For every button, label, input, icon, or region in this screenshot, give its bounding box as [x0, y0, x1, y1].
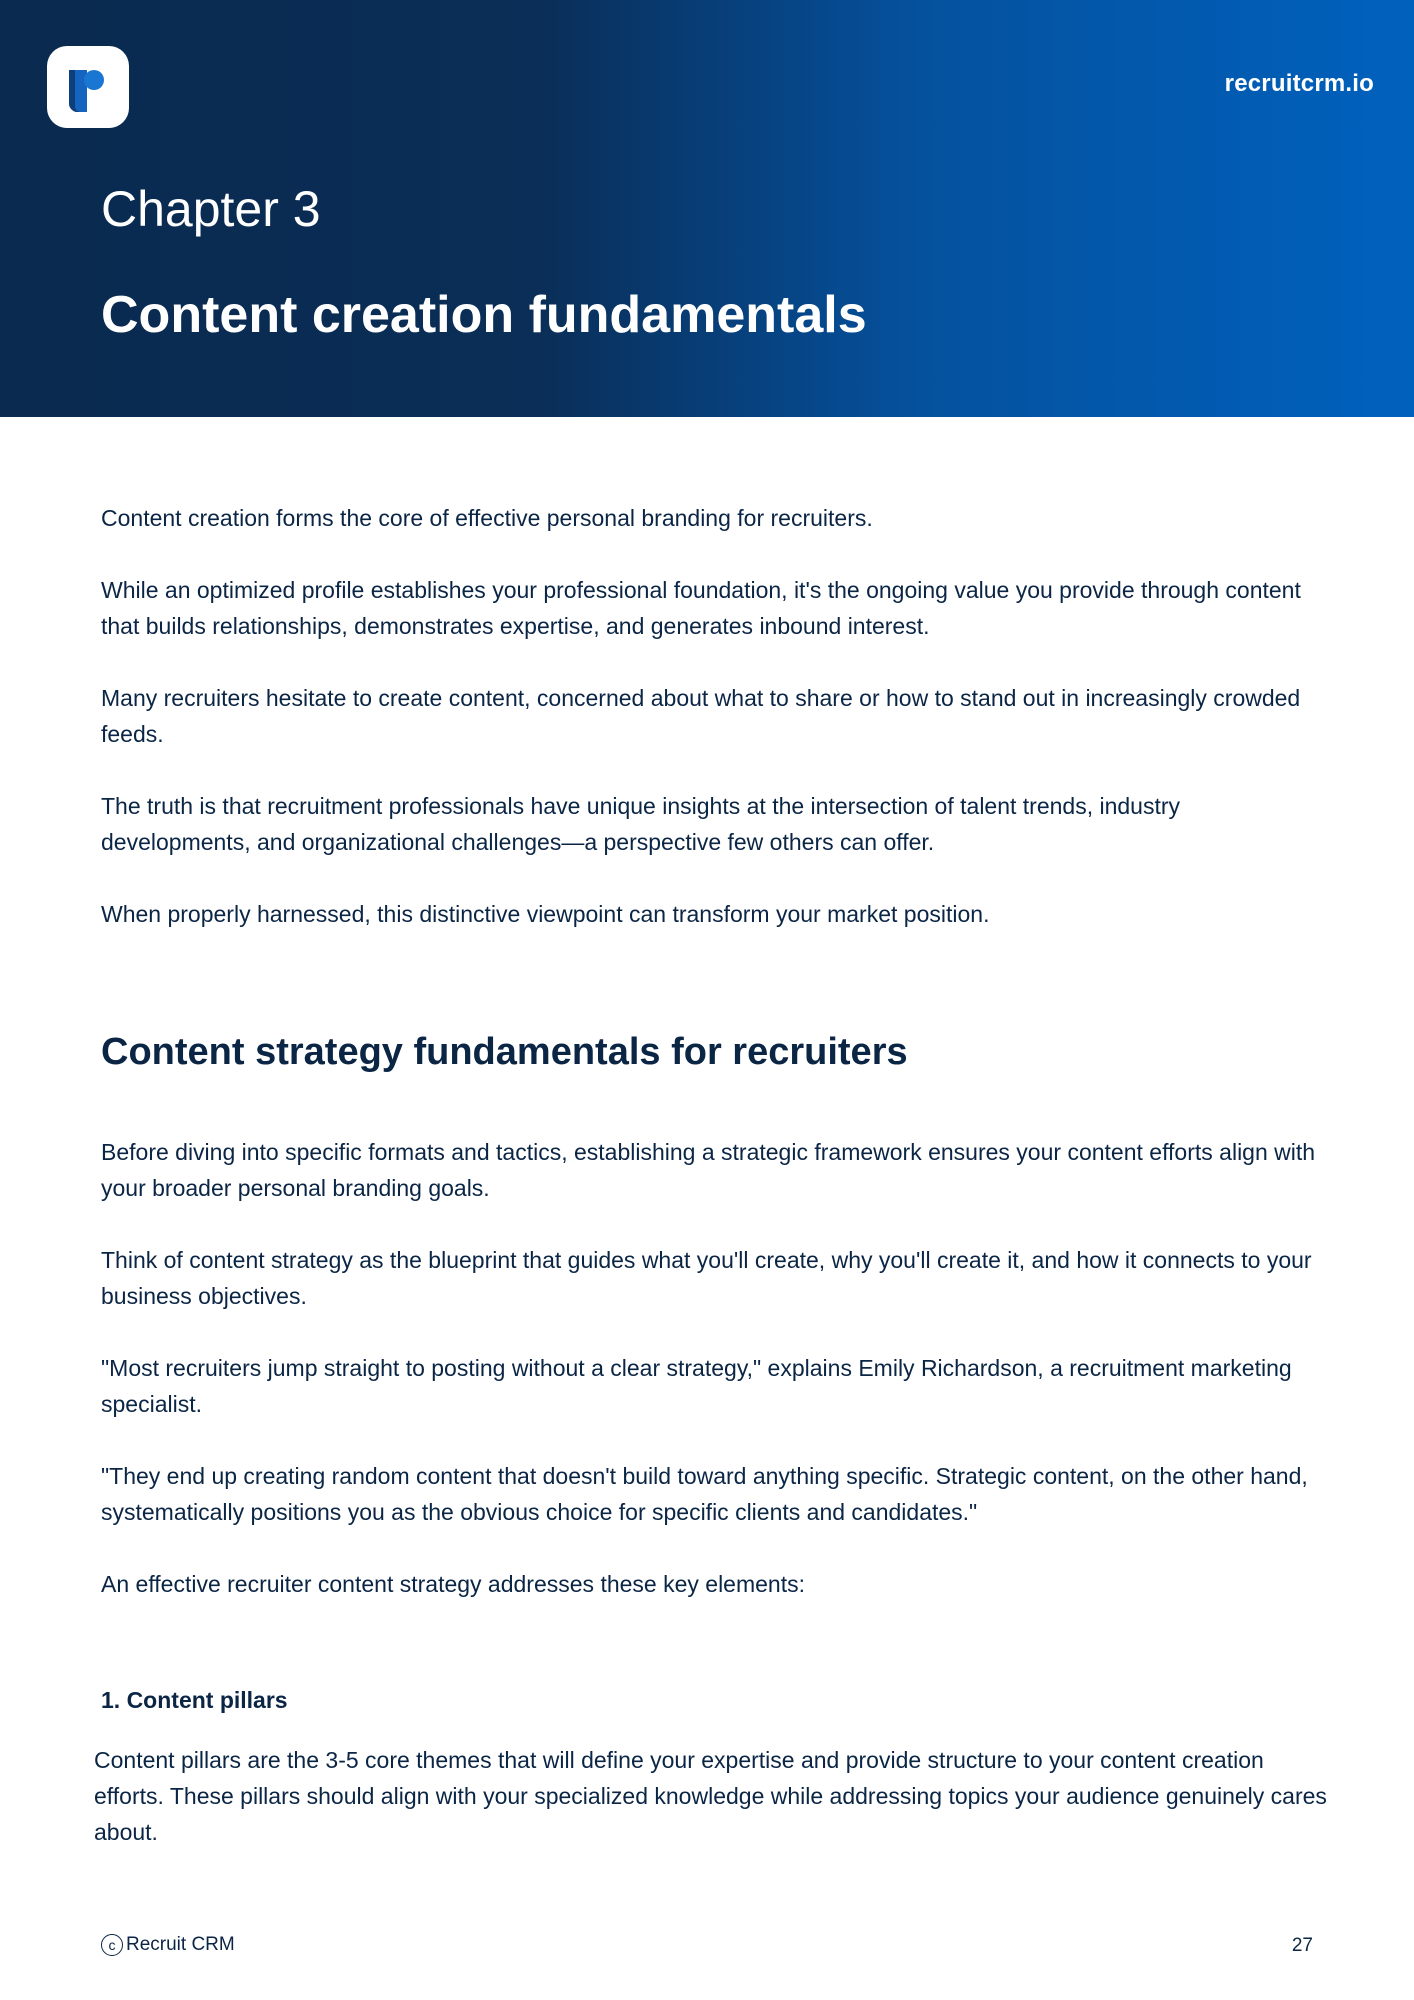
main-content	[94, 500, 1327, 1886]
section-paragraph: "They end up creating random content that doesn't build toward anything specific. Strategic content, on the other hand, systematically positions you as the obvious choice for specific clients and candidates."	[101, 1463, 1308, 1525]
intro-paragraph: Content creation forms the core of effective personal branding for recruiters.	[101, 505, 873, 531]
footer-brand	[101, 1934, 235, 1956]
site-url: recruitcrm.io	[1224, 70, 1374, 97]
footer-brand-label: Recruit CRM	[126, 1934, 235, 1955]
page-number: 27	[1291, 1935, 1313, 1956]
section-paragraph: Think of content strategy as the blueprint that guides what you'll create, why you'll create it, and how it connects to your business objectives.	[101, 1247, 1312, 1309]
copyright-icon: c	[101, 1934, 123, 1956]
intro-paragraph: The truth is that recruitment professionals have unique insights at the intersection of talent trends, industry developments, and organizational challenges—a perspective few others can offer.	[101, 793, 1181, 855]
subheading-content-pillars: 1. Content pillars	[101, 1687, 288, 1713]
pillars-paragraph: Content pillars are the 3-5 core themes that will define your expertise and provide structure to your content creation efforts. These pillars should align with your specialized knowledge while addressing topics your audience genuinely cares about.	[94, 1747, 1327, 1845]
chapter-title: Content creation fundamentals	[101, 286, 867, 344]
section-heading: Content strategy fundamentals for recruiters	[101, 1031, 908, 1073]
chapter-label: Chapter 3	[101, 181, 321, 237]
chapter-header	[0, 0, 1414, 417]
section-paragraph: An effective recruiter content strategy addresses these key elements:	[101, 1571, 805, 1597]
logo-mark	[47, 46, 129, 128]
section-paragraph: "Most recruiters jump straight to posting without a clear strategy," explains Emily Richardson, a recruitment marketing specialist.	[101, 1355, 1292, 1417]
intro-paragraph: Many recruiters hesitate to create content, concerned about what to share or how to stand out in increasingly crowded feeds.	[101, 685, 1301, 747]
intro-paragraph: While an optimized profile establishes your professional foundation, it's the ongoing value you provide through content that builds relationships, demonstrates expertise, and generates inbound interest.	[101, 577, 1301, 639]
section-paragraph: Before diving into specific formats and tactics, establishing a strategic framework ensures your content efforts align with your broader personal branding goals.	[101, 1139, 1316, 1201]
recruitcrm-logo-icon	[47, 46, 129, 128]
intro-paragraph: When properly harnessed, this distinctive viewpoint can transform your market position.	[101, 901, 990, 927]
